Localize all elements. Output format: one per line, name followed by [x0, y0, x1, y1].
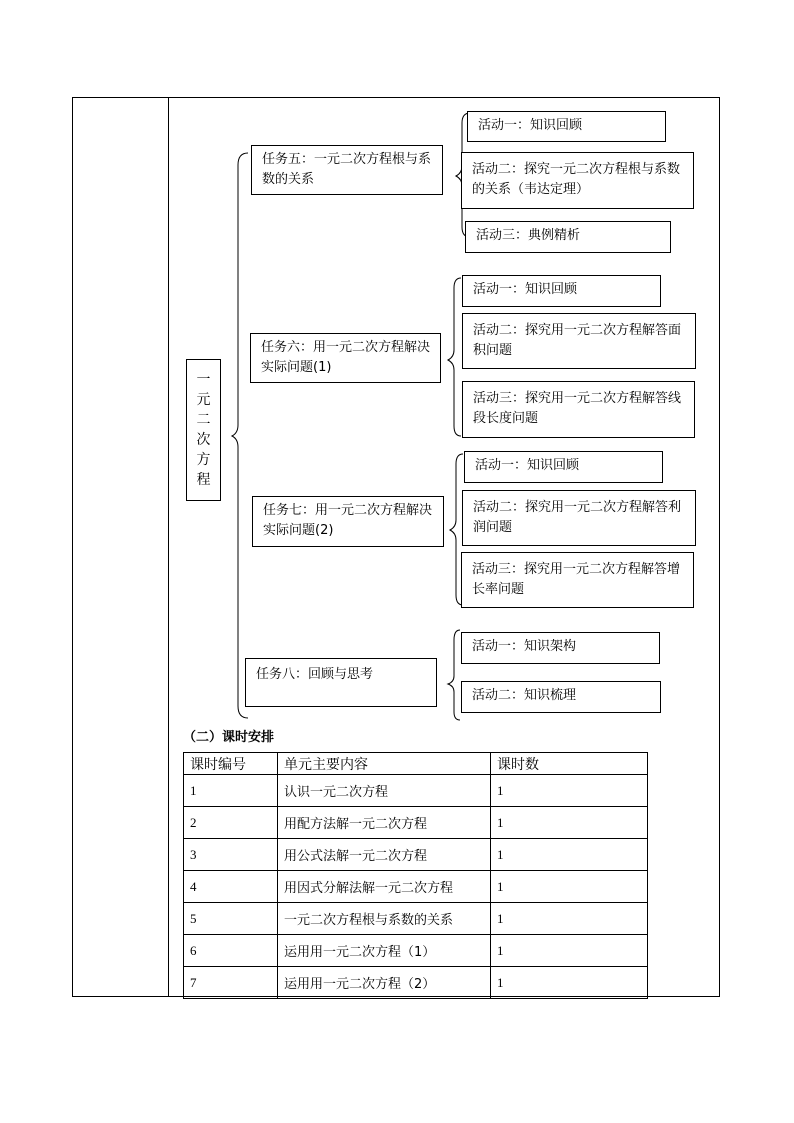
- root-char: 次: [196, 432, 211, 448]
- table-cell: 用公式法解一元二次方程: [278, 839, 491, 871]
- table-cell: 认识一元二次方程: [278, 775, 491, 807]
- task-node: 任务五：一元二次方程根与系数的关系: [251, 145, 443, 195]
- activity-node: 活动二：探究一元二次方程根与系数的关系（韦达定理）: [461, 152, 694, 209]
- table-cell: 1: [184, 775, 278, 807]
- activity-node: 活动二：探究用一元二次方程解答利润问题: [462, 490, 696, 546]
- table-cell: 7: [184, 967, 278, 999]
- section-title: （二）课时安排: [183, 730, 275, 745]
- root-char: 方: [196, 452, 211, 468]
- root-char: 一: [196, 372, 211, 388]
- table-row: [184, 967, 648, 999]
- table-cell: 运用用一元二次方程（1）: [278, 935, 491, 967]
- root-node: [186, 359, 221, 501]
- activity-node: 活动三：典例精析: [465, 221, 671, 253]
- table-cell: 2: [184, 807, 278, 839]
- table-row: [184, 935, 648, 967]
- activity-node: 活动三：探究用一元二次方程解答线段长度问题: [462, 381, 695, 438]
- table-cell: 6: [184, 935, 278, 967]
- activity-node: 活动二：探究用一元二次方程解答面积问题: [462, 313, 696, 369]
- activity-node: 活动三：探究用一元二次方程解答增长率问题: [461, 552, 694, 608]
- column-divider: [168, 97, 169, 997]
- table-cell: 一元二次方程根与系数的关系: [278, 903, 491, 935]
- activity-node: 活动一：知识回顾: [467, 111, 666, 142]
- root-char: 程: [196, 472, 211, 488]
- table-header-row: [184, 753, 648, 775]
- table-row: [184, 871, 648, 903]
- table-cell: 1: [491, 839, 648, 871]
- task-node: 任务八：回顾与思考: [245, 658, 437, 707]
- activity-node: 活动一：知识回顾: [462, 275, 661, 307]
- activity-node: 活动一：知识回顾: [464, 451, 663, 483]
- table-cell: 1: [491, 871, 648, 903]
- root-char: 二: [196, 412, 211, 428]
- column-header: 课时数: [491, 753, 648, 775]
- task-node: 任务六：用一元二次方程解决实际问题(1): [250, 333, 441, 383]
- table-cell: 1: [491, 967, 648, 999]
- schedule-table: [183, 752, 648, 999]
- table-cell: 1: [491, 935, 648, 967]
- table-cell: 3: [184, 839, 278, 871]
- root-char: 元: [196, 392, 211, 408]
- column-header: 单元主要内容: [278, 753, 491, 775]
- table-cell: 用配方法解一元二次方程: [278, 807, 491, 839]
- table-row: [184, 807, 648, 839]
- column-header: 课时编号: [184, 753, 278, 775]
- table-cell: 1: [491, 807, 648, 839]
- table-cell: 4: [184, 871, 278, 903]
- task-node: 任务七：用一元二次方程解决实际问题(2): [252, 496, 444, 547]
- table-row: [184, 775, 648, 807]
- table-row: [184, 903, 648, 935]
- activity-node: 活动二：知识梳理: [461, 681, 661, 713]
- table-cell: 5: [184, 903, 278, 935]
- table-cell: 运用用一元二次方程（2）: [278, 967, 491, 999]
- table-row: [184, 839, 648, 871]
- table-cell: 用因式分解法解一元二次方程: [278, 871, 491, 903]
- activity-node: 活动一：知识架构: [461, 632, 660, 664]
- table-cell: 1: [491, 903, 648, 935]
- table-cell: 1: [491, 775, 648, 807]
